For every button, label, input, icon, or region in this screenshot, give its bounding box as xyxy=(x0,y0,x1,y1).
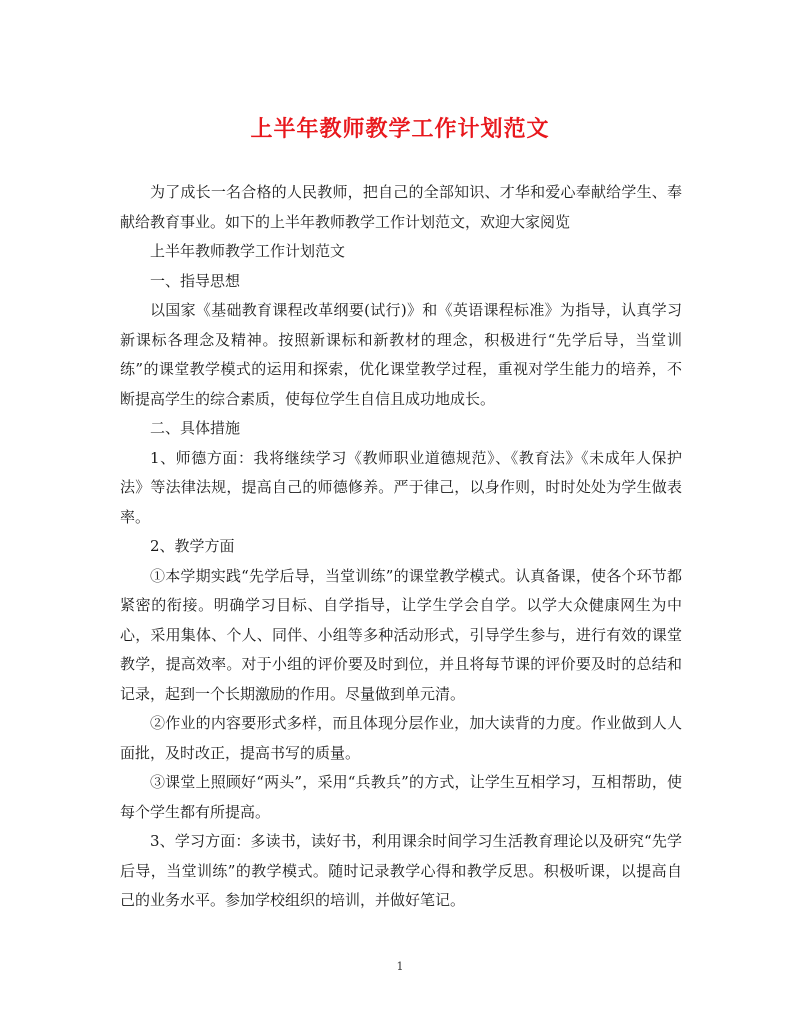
teaching-item-2-paragraph: ②作业的内容要形式多样，而且体现分层作业，加大读背的力度。作业做到人人面批，及时改正，提高书写的质量。 xyxy=(120,714,682,762)
intro-paragraph: 为了成长一名合格的人民教师，把自己的全部知识、才华和爱心奉献给学生、奉献给教育事业。如下的上半年教师教学工作计划范文，欢迎大家阅览 xyxy=(120,183,682,231)
teaching-item-3-paragraph: ③课堂上照顾好“两头”，采用“兵教兵”的方式，让学生互相学习，互相帮助，使每个学生都有所提高。 xyxy=(120,773,682,821)
subtitle-paragraph: 上半年教师教学工作计划范文 xyxy=(150,242,346,260)
document-body xyxy=(120,178,682,916)
section-heading-guiding-ideology: 一、指导思想 xyxy=(150,271,241,290)
subheading-teaching: 2、教学方面 xyxy=(150,537,235,555)
guiding-ideology-paragraph: 以国家《基础教育课程改革纲要(试行)》和《英语课程标准》为指导，认真学习新课标各理念及精神。按照新课标和新教材的理念，积极进行“先学后导，当堂训练”的课堂教学模式的运用和探索，优化课堂教学过程，重视对学生能力的培养，不断提高学生的综合素质，使每位学生自信且成功地成长。 xyxy=(120,301,682,408)
teacher-ethics-paragraph: 1、师德方面：我将继续学习《教师职业道德规范》、《教育法》《未成年人保护法》等法律法规，提高自己的师德修养。严于律己，以身作则，时时处处为学生做表率。 xyxy=(120,448,682,526)
page-number: 1 xyxy=(396,960,404,973)
teaching-item-1-paragraph: ①本学期实践“先学后导，当堂训练”的课堂教学模式。认真备课，使各个环节都紧密的衔接。明确学习目标、自学指导，让学生学会自学。以学大众健康网生为中心，采用集体、个人、同伴、小组等多种活动形式，引导学生参与，进行有效的课堂教学，提高效率。对于小组的评价要及时到位，并且将每节课的评价要及时的总结和记录，起到一个长期激励的作用。尽量做到单元清。 xyxy=(120,566,682,703)
section-heading-specific-measures: 二、具体措施 xyxy=(150,419,241,437)
learning-paragraph: 3、学习方面：多读书，读好书，利用课余时间学习生活教育理论以及研究“先学后导，当堂训练”的教学模式。随时记录教学心得和教学反思。积极听课，以提高自己的业务水平。参加学校组织的培训，并做好笔记。 xyxy=(120,832,682,909)
document-title: 上半年教师教学工作计划范文 xyxy=(250,116,550,142)
